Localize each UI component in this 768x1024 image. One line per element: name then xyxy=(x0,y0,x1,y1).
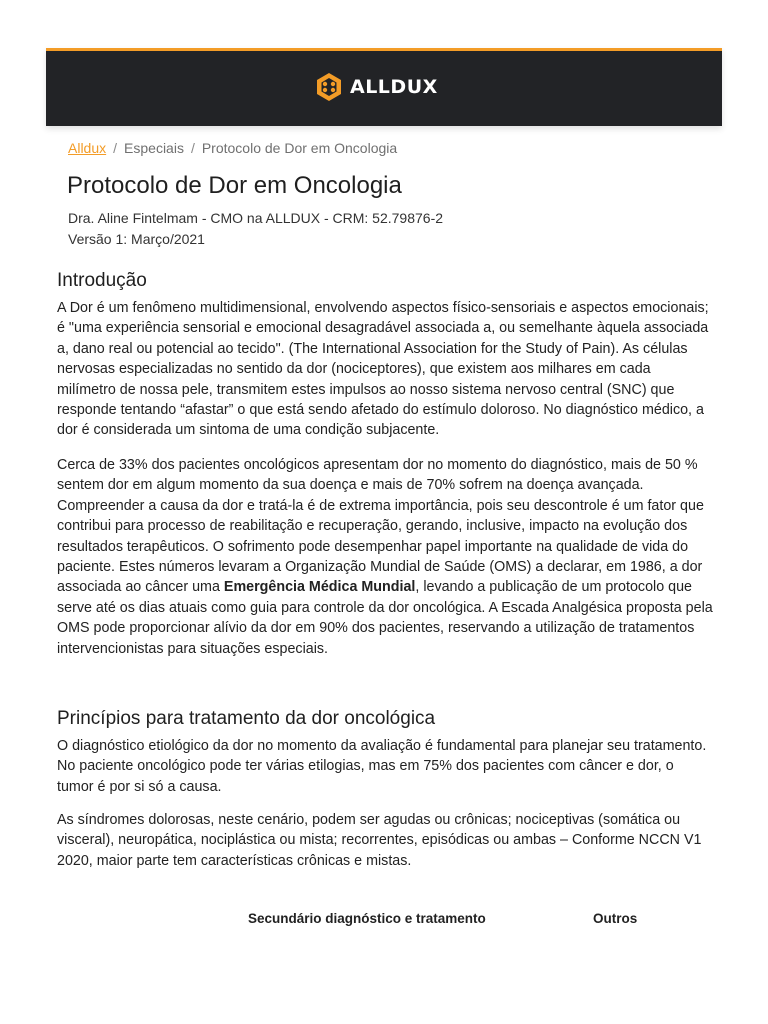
section-heading-principles: Princípios para tratamento da dor oncológica xyxy=(57,708,436,729)
intro-paragraph-2-text: Cerca de 33% dos pacientes oncológicos apresentam dor no momento do diagnóstico, mais de 50 % sentem dor em algum momento da sua doença e mais de 70% sofrem na doença avançada. Compreender a causa da dor e tratá-la é de extrema importância, pois seu descontrole é um fator que contribui para processo de reabilitação e recuperação, gerando, inclusive, impacto na evolução dos resultados terapêuticos. O sofrimento pode desempenhar papel importante na qualidade de vida do paciente. Estes números levaram a Organização Mundial de Saúde (OMS) a declarar, em 1986, a dor associada ao câncer uma xyxy=(57,457,704,596)
author-line: Dra. Aline Fintelmam - CMO na ALLDUX - CRM: 52.79876-2 xyxy=(68,210,444,226)
breadcrumb-separator: / xyxy=(190,140,195,156)
emphasis-emergencia: Emergência Médica Mundial xyxy=(223,579,416,596)
breadcrumb-current: Protocolo de Dor em Oncologia xyxy=(201,140,398,156)
page-title: Protocolo de Dor em Oncologia xyxy=(67,172,402,199)
principles-paragraph-1: O diagnóstico etiológico da dor no momento da avaliação é fundamental para planejar seu tratamento. No paciente oncológico pode ter várias etilogias, mas em 75% dos pacientes com câncer e dor, o tumor é por si só a causa. xyxy=(57,738,707,795)
breadcrumb-link-home[interactable]: Alldux xyxy=(68,140,107,156)
brand-name: ALLDUX xyxy=(350,76,438,98)
table-header-outros: Outros xyxy=(593,911,638,926)
principles-paragraph-2: As síndromes dolorosas, neste cenário, podem ser agudas ou crônicas; nociceptivas (somática ou visceral), neuropática, nociplástica ou mista; recorrentes, episódicas ou ambas – Conforme NCCN V1 2020, maior parte tem características crônicas e mistas. xyxy=(57,812,702,869)
site-header xyxy=(46,48,722,126)
version-line: Versão 1: Março/2021 xyxy=(68,231,205,247)
breadcrumb xyxy=(68,140,397,156)
table-header-secundario: Secundário diagnóstico e tratamento xyxy=(248,911,486,926)
brand-logo[interactable] xyxy=(314,71,438,103)
breadcrumb-separator: / xyxy=(113,140,118,156)
section-heading-intro: Introdução xyxy=(57,270,147,291)
breadcrumb-link-especiais[interactable]: Especiais xyxy=(124,140,184,156)
intro-paragraph-2-text-end: , levando a publicação de um protocolo que serve até os dias atuais como guia para controle da dor oncológica. A Escada Analgésica proposta pela OMS pode proporcionar alívio da dor em 90% dos pacientes, reservando a utilização de tratamentos intervencionistas para situações especiais. xyxy=(57,579,713,657)
alldux-logo-icon xyxy=(314,72,344,102)
intro-paragraph-1: A Dor é um fenômeno multidimensional, envolvendo aspectos físico-sensoriais e aspectos emocionais; é "uma experiência sensorial e emocional desagradável associada a, ou semelhante àquela associada a, dano real ou potencial ao tecido". (The International Association for the Study of Pain). As células nervosas especializadas no sentido da dor (nociceptores), que existem aos milhares em cada milímetro de nossa pele, transmitem estes impulsos ao nosso sistema nervoso central (SNC) que responde tentando “afastar” o que está sendo afetado do estímulo doloroso. No diagnóstico médico, a dor é considerada um sintoma de uma condição subjacente. xyxy=(57,300,709,439)
intro-paragraph-2 xyxy=(57,455,713,659)
